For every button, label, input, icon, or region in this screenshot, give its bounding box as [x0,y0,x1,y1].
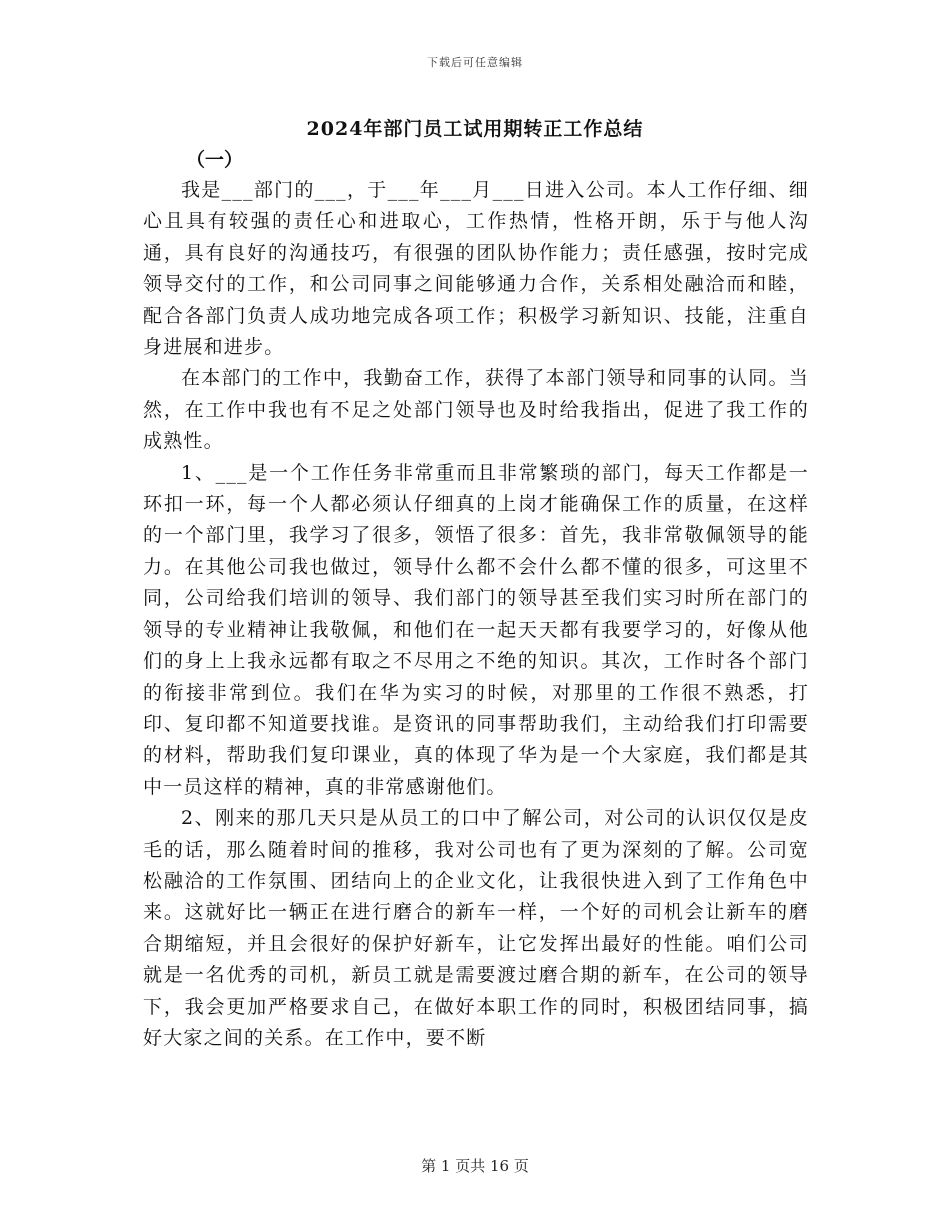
paragraph-point-2: 2、刚来的那几天只是从员工的口中了解公司，对公司的认识仅仅是皮毛的话，那么随着时间的推移，我对公司也有了更为深刻的了解。公司宽松融洽的工作氛围、团结向上的企业文化，让我很快进入到了工作角色中来。这就好比一辆正在进行磨合的新车一样，一个好的司机会让新车的磨合期缩短，并且会很好的保护好新车，让它发挥出最好的性能。咱们公司就是一名优秀的司机，新员工就是需要渡过磨合期的新车，在公司的领导下，我会更加严格要求自己，在做好本职工作的同时，积极团结同事，搞好大家之间的关系。在工作中，要不断 [143,807,809,1049]
section-label: （一） [186,149,244,171]
document-body [143,175,809,1054]
paragraph-point-1: 1、___是一个工作任务非常重而且非常繁琐的部门，每天工作都是一环扣一环，每一个人都必须认仔细真的上岗才能确保工作的质量，在这样的一个部门里，我学习了很多，领悟了很多：首先，我非常敬佩领导的能力。在其他公司我也做过，领导什么都不会什么都不懂的很多，可这里不同，公司给我们培训的领导、我们部门的领导甚至我们实习时所在部门的领导的专业精神让我敬佩，和他们在一起天天都有我要学习的，好像从他们的身上上我永远都有取之不尽用之不绝的知识。其次，工作时各个部门的衔接非常到位。我们在华为实习的时候，对那里的工作很不熟悉，打印、复印都不知道要找谁。是资讯的同事帮助我们，主动给我们打印需要的材料，帮助我们复印课业，真的体现了华为是一个大家庭，我们都是其中一员这样的精神，真的非常感谢他们。 [143,461,809,798]
paragraph-intro: 我是___部门的___，于___年___月___日进入公司。本人工作仔细、细心且具有较强的责任心和进取心，工作热情，性格开朗，乐于与他人沟通，具有良好的沟通技巧，有很强的团队协作能力；责任感强，按时完成领导交付的工作，和公司同事之间能够通力合作，关系相处融洽而和睦，配合各部门负责人成功地完成各项工作；积极学习新知识、技能，注重自身进展和进步。 [143,179,809,359]
header-note: 下载后可任意编辑 [427,56,523,69]
page-footer: 第 1 页共 16 页 [421,1157,529,1175]
document-title: 2024年部门员工试用期转正工作总结 [306,118,644,140]
paragraph-department-work: 在本部门的工作中，我勤奋工作，获得了本部门领导和同事的认同。当然，在工作中我也有不足之处部门领导也及时给我指出，促进了我工作的成熟性。 [143,367,809,453]
